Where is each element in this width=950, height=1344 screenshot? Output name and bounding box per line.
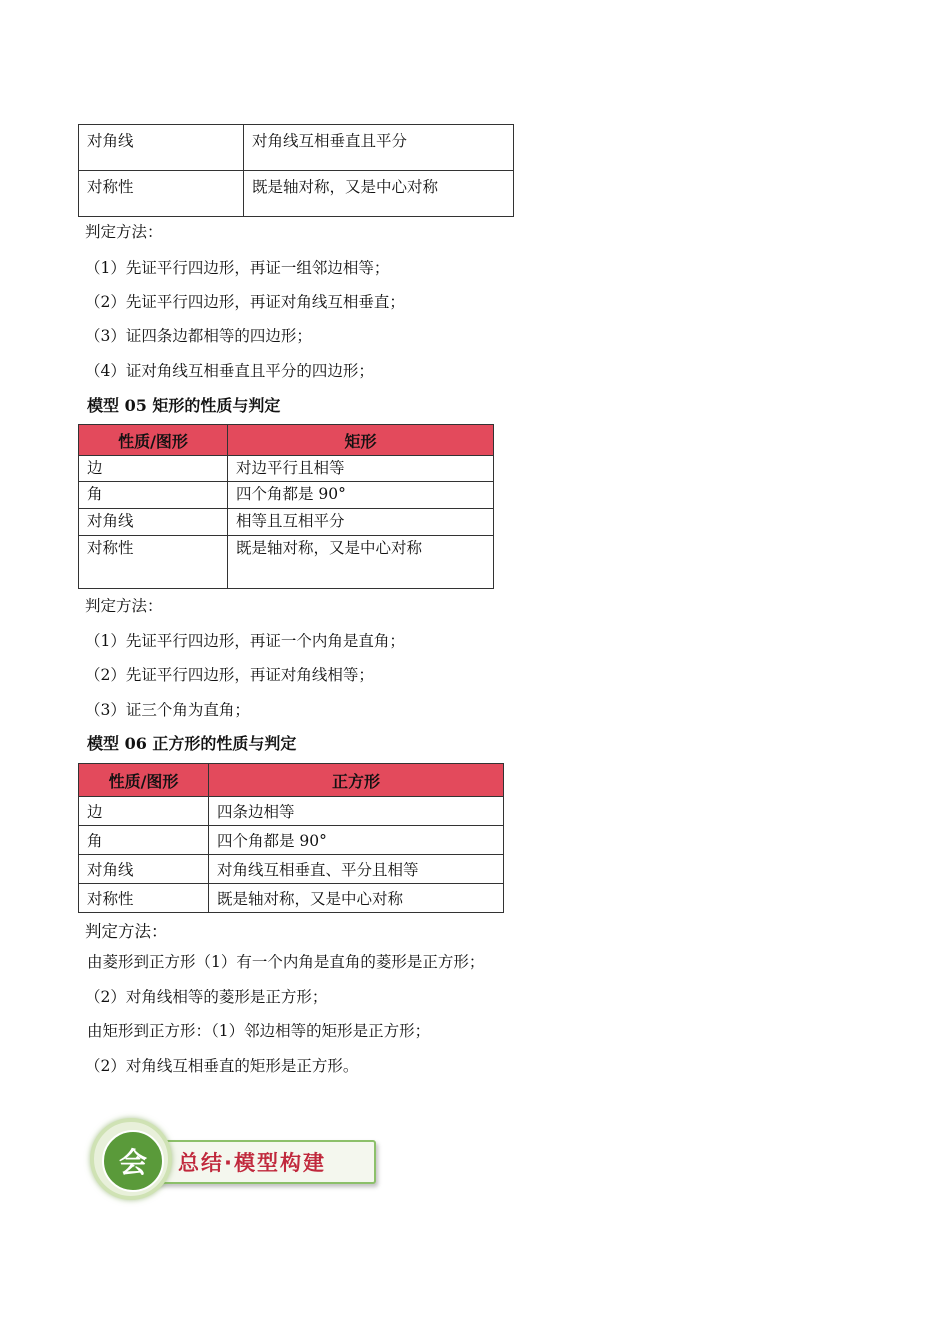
method-item: （1）先证平行四边形，再证一组邻边相等； (85, 259, 390, 277)
method-title: 判定方法： (85, 223, 163, 241)
table-cell-property: 对称性 (79, 536, 228, 589)
table-header-cell: 性质/图形 (79, 425, 228, 456)
badge-label: 总结·模型构建 (178, 1151, 326, 1175)
table-cell-property: 对角线 (79, 125, 244, 171)
table-cell-property: 角 (79, 482, 228, 509)
table-cell-property: 边 (79, 456, 228, 482)
section-heading-model05: 模型 05 矩形的性质与判定 (87, 396, 281, 415)
badge-circle (90, 1118, 172, 1200)
table-cell-property: 角 (79, 826, 209, 855)
table-cell-property: 对称性 (79, 171, 244, 217)
method-item: （2）先证平行四边形，再证对角线互相垂直； (85, 293, 405, 311)
table-header-cell: 性质/图形 (79, 764, 209, 797)
table-cell-property: 边 (79, 797, 209, 826)
table-header-cell: 正方形 (209, 764, 504, 797)
table-header-cell: 矩形 (228, 425, 494, 456)
method-title: 判定方法： (85, 597, 163, 615)
method-item: （2）先证平行四边形，再证对角线相等； (85, 666, 374, 684)
method-item: （4）证对角线互相垂直且平分的四边形； (85, 362, 374, 380)
rhombus-table-continued (78, 124, 514, 217)
method-title: 判定方法： (85, 922, 168, 941)
table-cell-property: 对角线 (79, 509, 228, 536)
table-cell-value: 既是轴对称，又是中心对称 (209, 884, 504, 913)
table-cell-value: 四个角都是 90° (228, 482, 494, 509)
table-cell-value: 既是轴对称，又是中心对称 (244, 171, 514, 217)
method-item: 由菱形到正方形（1）有一个内角是直角的菱形是正方形； (87, 953, 485, 971)
method-item: （3）证四条边都相等的四边形； (85, 327, 312, 345)
table-cell-value: 对边平行且相等 (228, 456, 494, 482)
summary-badge (90, 1118, 380, 1200)
badge-circle-char: 会 (118, 1146, 147, 1179)
method-item: （2）对角线互相垂直的矩形是正方形。 (85, 1057, 359, 1075)
rectangle-table (78, 424, 494, 589)
square-table (78, 763, 504, 913)
table-cell-value: 既是轴对称，又是中心对称 (228, 536, 494, 589)
table-cell-property: 对角线 (79, 855, 209, 884)
method-item: （1）先证平行四边形，再证一个内角是直角； (85, 632, 405, 650)
table-cell-property: 对称性 (79, 884, 209, 913)
method-item: （3）证三个角为直角； (85, 701, 250, 719)
table-cell-value: 四个角都是 90° (209, 826, 504, 855)
method-item: （2）对角线相等的菱形是正方形； (85, 988, 328, 1006)
table-cell-value: 四条边相等 (209, 797, 504, 826)
section-heading-model06: 模型 06 正方形的性质与判定 (87, 734, 297, 753)
table-cell-value: 相等且互相平分 (228, 509, 494, 536)
table-cell-value: 对角线互相垂直且平分 (244, 125, 514, 171)
method-item: 由矩形到正方形：（1）邻边相等的矩形是正方形； (87, 1022, 431, 1040)
table-cell-value: 对角线互相垂直、平分且相等 (209, 855, 504, 884)
